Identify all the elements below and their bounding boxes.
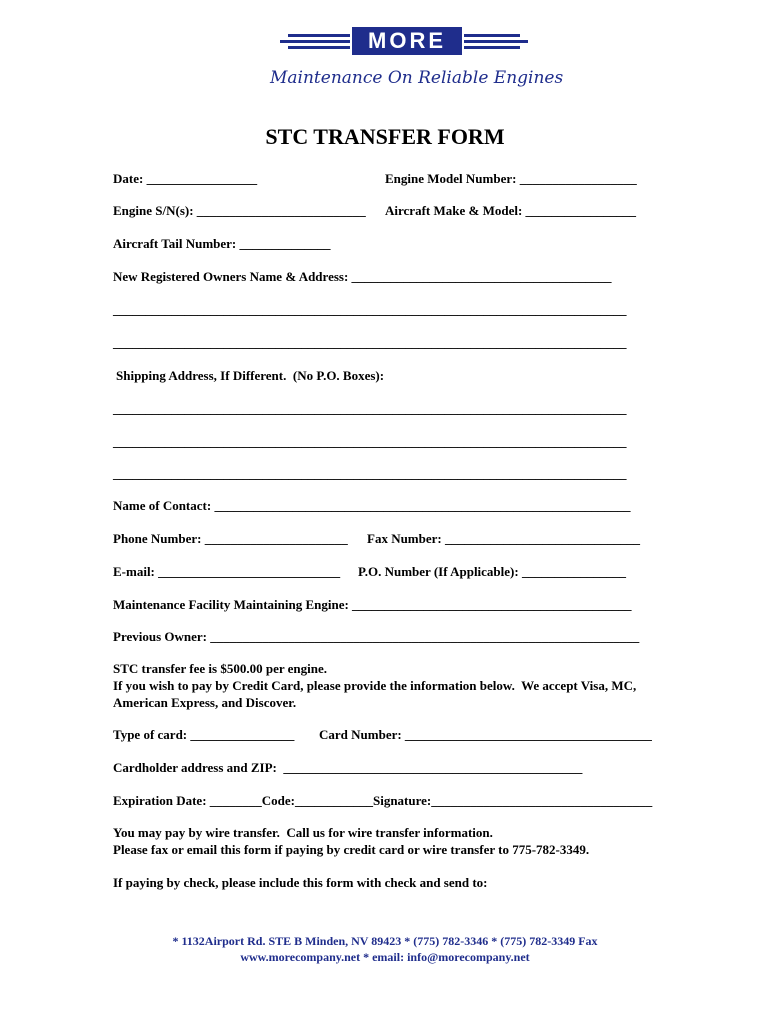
- owner-address-line[interactable]: _______________________________________________________________________________: [113, 302, 627, 317]
- shipping-address-line[interactable]: _______________________________________________________________________________: [113, 466, 627, 481]
- email-field[interactable]: E-mail: ____________________________: [113, 564, 341, 579]
- logo-stripe: [288, 46, 350, 49]
- logo-stripe: [464, 40, 528, 43]
- aircraft-make-field[interactable]: Aircraft Make & Model: _________________: [385, 203, 637, 218]
- check-text: If paying by check, please include this form with check and send to:: [113, 875, 488, 890]
- card-type-field[interactable]: Type of card: ________________: [113, 727, 295, 742]
- footer-address: * 1132Airport Rd. STE B Minden, NV 89423 * (775) 782-3346 * (775) 782-3349 Fax: [172, 934, 598, 948]
- wire-text: Please fax or email this form if paying by credit card or wire transfer to 775-782-3349.: [113, 842, 590, 857]
- engine-sn-field[interactable]: Engine S/N(s): __________________________: [113, 203, 366, 218]
- credit-card-text: If you wish to pay by Credit Card, please provide the information below. We accept Visa, MC,: [113, 678, 637, 693]
- logo-stripe: [280, 40, 350, 43]
- wire-text: You may pay by wire transfer. Call us for wire transfer information.: [113, 825, 493, 840]
- cardholder-field[interactable]: Cardholder address and ZIP: ______________________________________________: [113, 760, 583, 775]
- contact-field[interactable]: Name of Contact: ________________________________________________________________: [113, 498, 631, 513]
- tail-number-field[interactable]: Aircraft Tail Number: ______________: [113, 236, 331, 251]
- previous-owner-field[interactable]: Previous Owner: __________________________________________________________________: [113, 629, 640, 644]
- owner-address-line[interactable]: _______________________________________________________________________________: [113, 335, 627, 350]
- logo-stripe: [464, 34, 520, 37]
- footer-web: www.morecompany.net * email: info@morecompany.net: [240, 950, 530, 964]
- credit-card-text: American Express, and Discover.: [113, 695, 297, 710]
- owner-name-field[interactable]: New Registered Owners Name & Address: ________________________________________: [113, 269, 612, 284]
- fax-field[interactable]: Fax Number: ______________________________: [367, 531, 640, 546]
- logo-stripe: [464, 46, 520, 49]
- logo-tagline: Maintenance On Reliable Engines: [270, 68, 564, 88]
- fee-text: STC transfer fee is $500.00 per engine.: [113, 661, 327, 676]
- logo-wordmark: MORE: [352, 27, 462, 55]
- date-field[interactable]: Date: _________________: [113, 171, 258, 186]
- expiration-field[interactable]: Expiration Date: ________Code:____________Signature:__________________________________: [113, 793, 653, 808]
- po-number-field[interactable]: P.O. Number (If Applicable): ________________: [358, 564, 626, 579]
- card-number-field[interactable]: Card Number: ______________________________________: [319, 727, 652, 742]
- engine-model-field[interactable]: Engine Model Number: __________________: [385, 171, 637, 186]
- shipping-label: Shipping Address, If Different. (No P.O. Boxes):: [116, 368, 385, 383]
- shipping-address-line[interactable]: _______________________________________________________________________________: [113, 434, 627, 449]
- facility-field[interactable]: Maintenance Facility Maintaining Engine: ___________________________________________: [113, 597, 632, 612]
- form-title: STC TRANSFER FORM: [265, 124, 505, 149]
- company-logo: [270, 24, 564, 104]
- logo-stripe: [288, 34, 350, 37]
- phone-field[interactable]: Phone Number: ______________________: [113, 531, 348, 546]
- shipping-address-line[interactable]: _______________________________________________________________________________: [113, 401, 627, 416]
